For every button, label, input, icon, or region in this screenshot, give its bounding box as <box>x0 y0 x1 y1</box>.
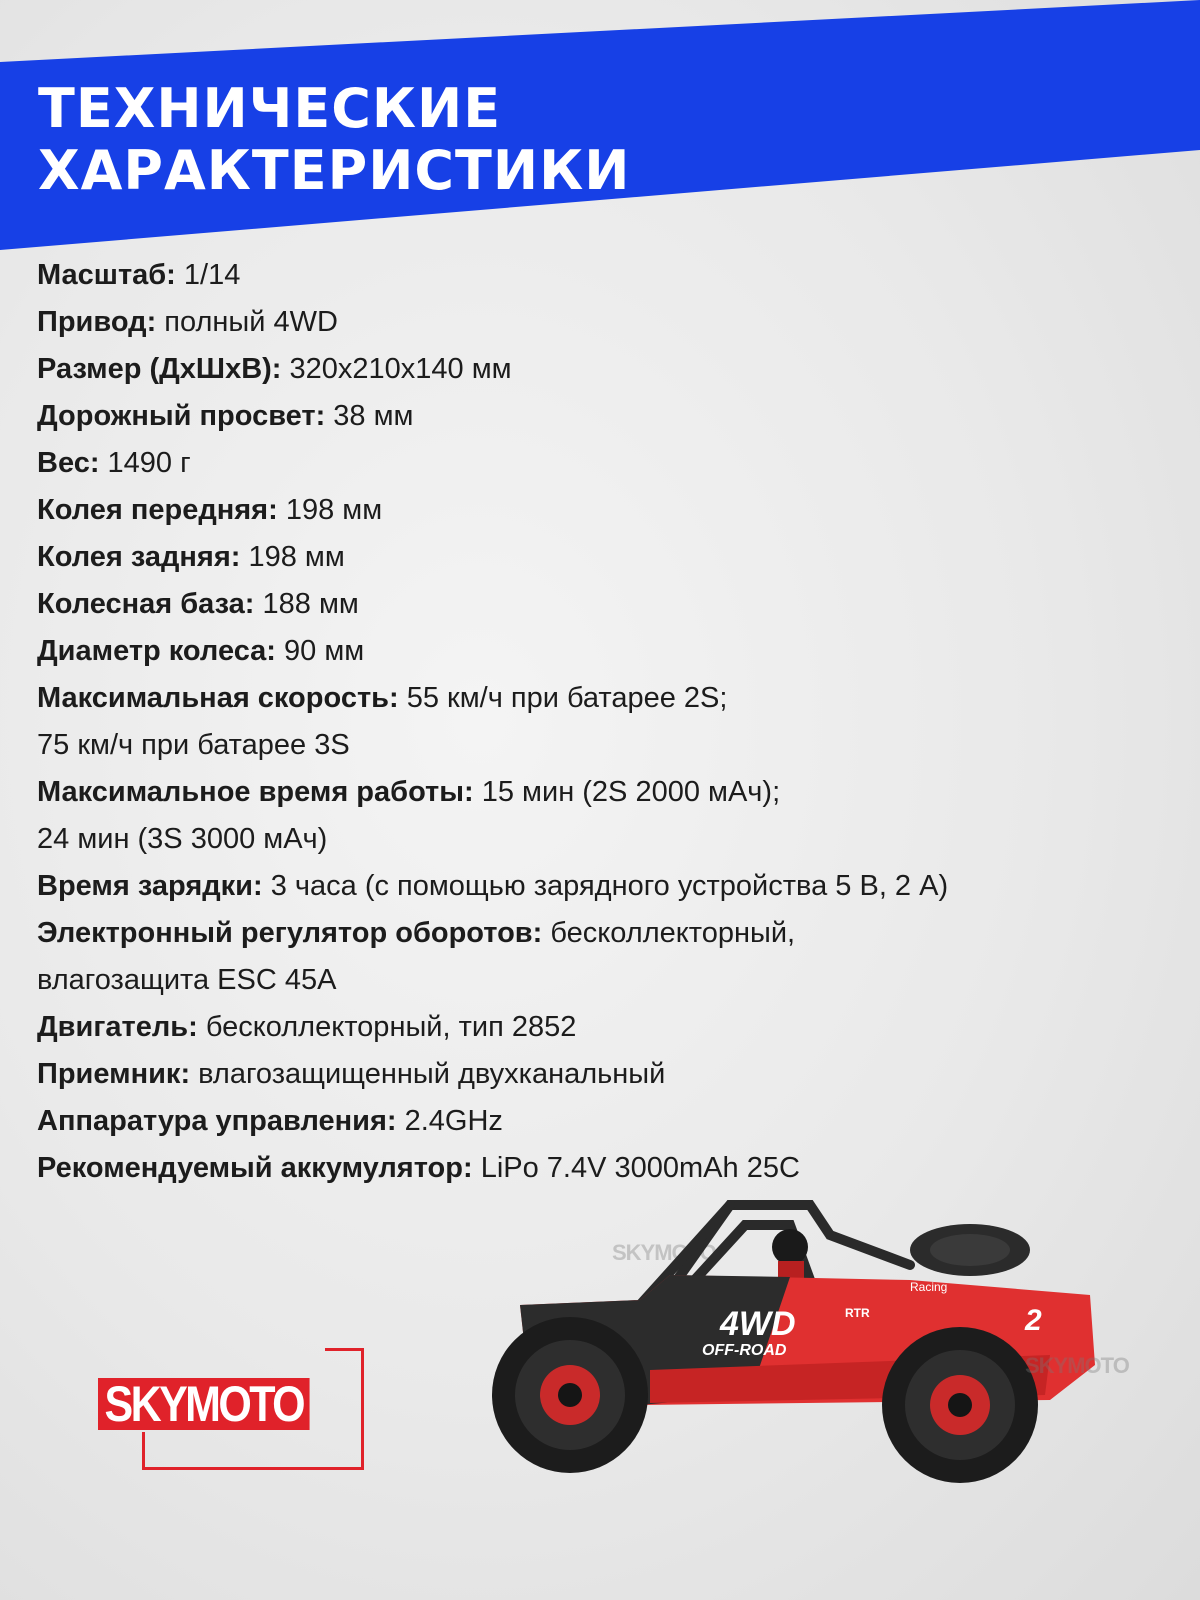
spec-line <box>37 252 1177 299</box>
logo-bracket <box>361 1348 364 1470</box>
spec-line <box>37 487 1177 534</box>
spec-value: влагозащищенный двухканальный <box>190 1058 666 1090</box>
spec-line <box>37 957 1177 1004</box>
driver-figure <box>772 1229 808 1285</box>
spec-list <box>37 252 1177 1192</box>
badge-racing: Racing <box>910 1280 948 1294</box>
spec-value: 75 км/ч при батарее 3S <box>37 729 350 761</box>
title-line-1: ТЕХНИЧЕСКИЕ <box>38 77 502 140</box>
rc-car-illustration <box>490 1195 1170 1495</box>
spec-value: 2.4GHz <box>396 1105 503 1137</box>
spec-key: Колея задняя: <box>37 541 241 573</box>
logo-bracket <box>325 1348 364 1411</box>
spec-value: 198 мм <box>277 494 383 526</box>
spec-key: Рекомендуемый аккумулятор: <box>37 1152 473 1184</box>
spec-line <box>37 722 1177 769</box>
spec-value: LiPo 7.4V 3000mAh 25C <box>472 1152 800 1184</box>
badge-rtr: RTR <box>845 1306 870 1320</box>
spec-value: 24 мин (3S 3000 мАч) <box>37 823 328 855</box>
spec-key: Диаметр колеса: <box>37 635 276 667</box>
spec-key: Колея передняя: <box>37 494 278 526</box>
spec-key: Дорожный просвет: <box>37 400 326 432</box>
spec-key: Колесная база: <box>37 588 255 620</box>
badge-offroad: OFF-ROAD <box>702 1342 787 1359</box>
race-number: 2 <box>1025 1304 1042 1337</box>
spec-line <box>37 1098 1177 1145</box>
spec-value: бесколлекторный, тип 2852 <box>197 1011 577 1043</box>
watermark: SKYMOTO <box>1025 1353 1129 1378</box>
spec-line <box>37 816 1177 863</box>
spec-line <box>37 863 1177 910</box>
spec-line <box>37 910 1177 957</box>
spec-value: 3 часа (с помощью зарядного устройства 5 В, 2 А) <box>262 870 949 902</box>
logo-bracket <box>142 1467 364 1470</box>
spec-key: Приемник: <box>37 1058 191 1090</box>
spec-line <box>37 628 1177 675</box>
spec-key: Размер (ДхШхВ): <box>37 353 282 385</box>
spec-line <box>37 534 1177 581</box>
page-title <box>38 78 630 202</box>
spec-key: Масштаб: <box>37 259 176 291</box>
rc-car-image <box>490 1195 1170 1495</box>
spec-key: Электронный регулятор оборотов: <box>37 917 543 949</box>
spec-line <box>37 299 1177 346</box>
spare-tire <box>910 1224 1030 1276</box>
spec-key: Аппаратура управления: <box>37 1105 397 1137</box>
spec-line <box>37 581 1177 628</box>
spec-line <box>37 1145 1177 1192</box>
spec-value: 198 мм <box>240 541 345 573</box>
spec-line <box>37 393 1177 440</box>
spec-line <box>37 1051 1177 1098</box>
spec-line <box>37 675 1177 722</box>
spec-key: Вес: <box>37 447 100 479</box>
spec-value: полный 4WD <box>156 306 338 338</box>
spec-key: Привод: <box>37 306 157 338</box>
spec-value: 15 мин (2S 2000 мАч); <box>473 776 781 808</box>
spec-value: бесколлекторный, <box>542 917 796 949</box>
spec-line <box>37 1004 1177 1051</box>
spec-key: Максимальное время работы: <box>37 776 474 808</box>
spec-value: 1/14 <box>175 259 241 291</box>
skymoto-logo <box>98 1348 364 1470</box>
spec-line <box>37 440 1177 487</box>
spec-line <box>37 769 1177 816</box>
badge-4wd: 4WD <box>720 1305 796 1343</box>
title-line-2: ХАРАКТЕРИСТИКИ <box>38 139 631 202</box>
spec-key: Время зарядки: <box>37 870 263 902</box>
spec-value: 1490 г <box>99 447 191 479</box>
spec-value: 188 мм <box>254 588 359 620</box>
spec-value: 55 км/ч при батарее 2S; <box>398 682 728 714</box>
spec-value: 320x210x140 мм <box>281 353 512 385</box>
logo-text: SKYMOTO <box>98 1378 310 1430</box>
logo-bracket <box>142 1432 145 1470</box>
spec-value: влагозащита ESC 45A <box>37 964 337 996</box>
rear-wheel <box>882 1327 1038 1483</box>
spec-value: 90 мм <box>275 635 365 667</box>
spec-line <box>37 346 1177 393</box>
spec-value: 38 мм <box>325 400 414 432</box>
spec-key: Двигатель: <box>37 1011 198 1043</box>
front-wheel <box>492 1317 648 1473</box>
spec-key: Максимальная скорость: <box>37 682 399 714</box>
watermark: SKYMOTO <box>612 1240 716 1265</box>
